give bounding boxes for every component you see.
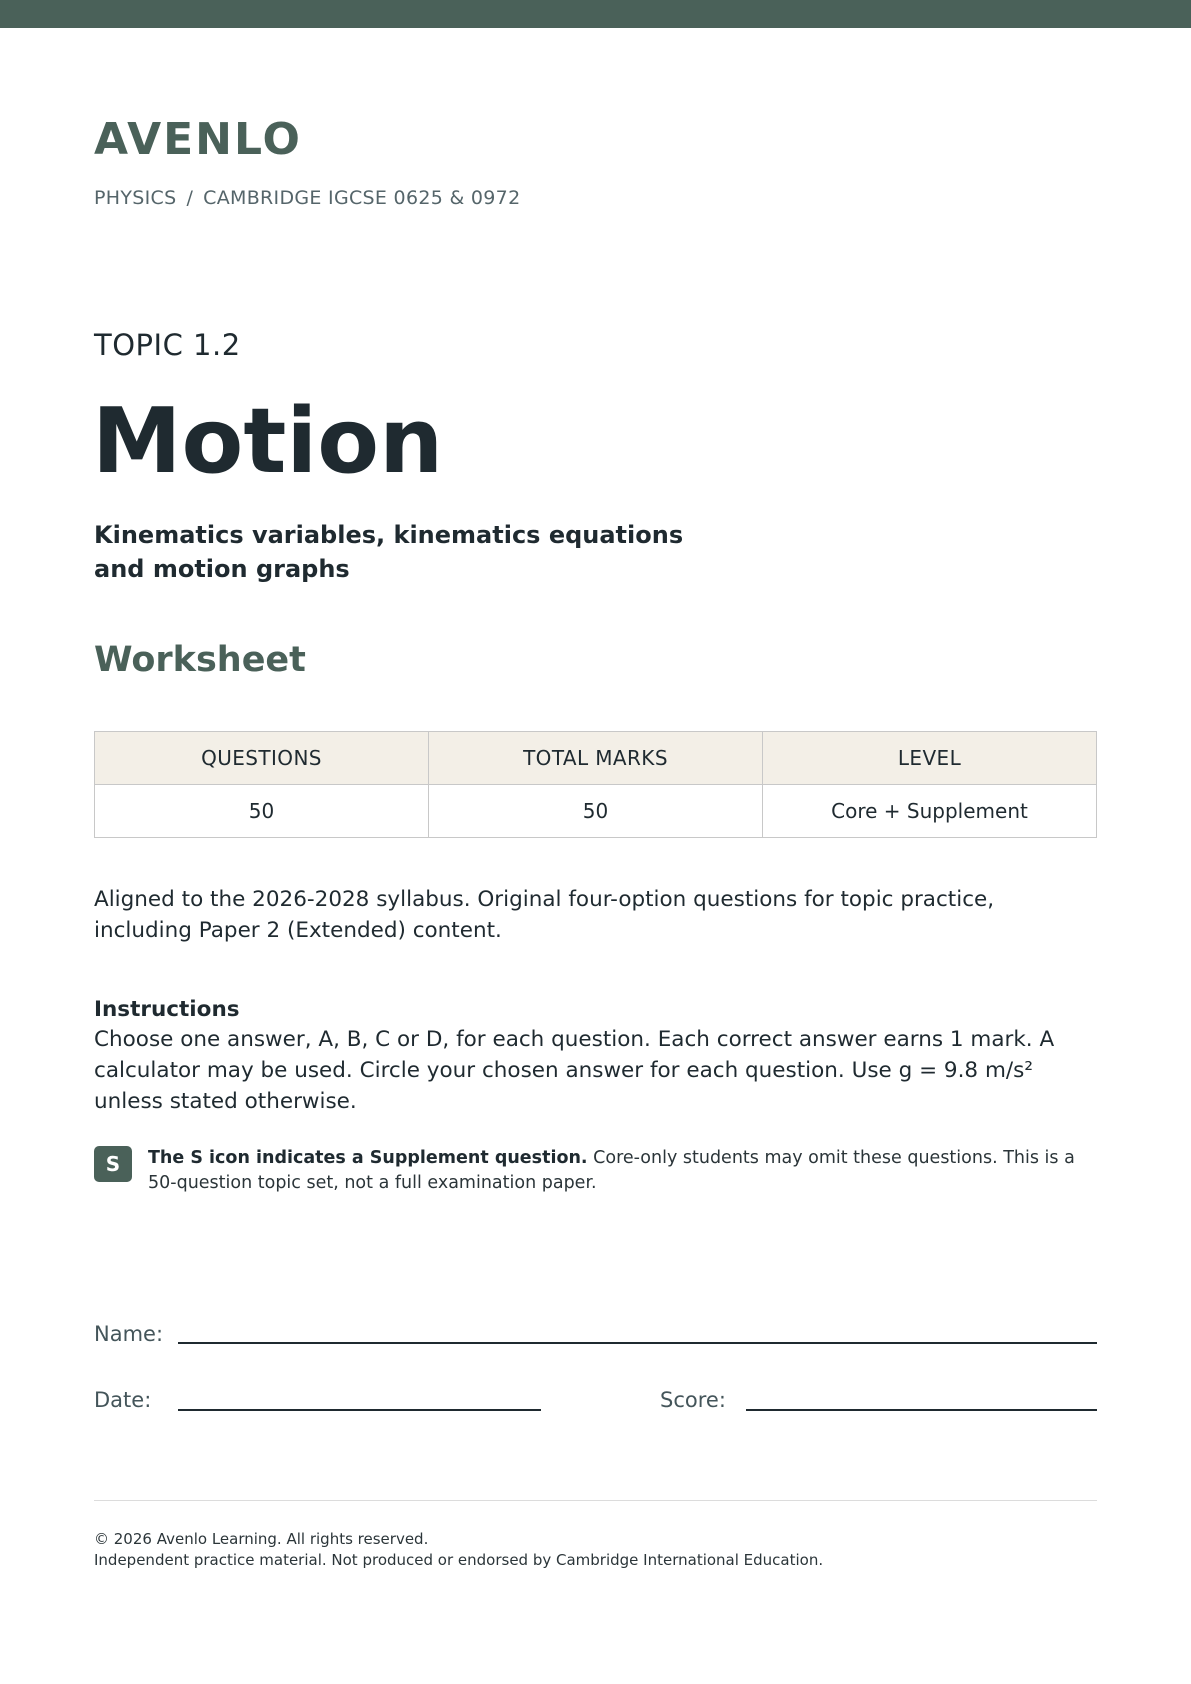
footer-copyright: © 2026 Avenlo Learning. All rights reserved. xyxy=(94,1530,429,1548)
footer-disclaimer: Independent practice material. Not produced or endorsed by Cambridge International Education. xyxy=(94,1551,824,1569)
breadcrumb xyxy=(94,187,520,209)
supplement-note-body: Core-only students may omit these questions. This is a 50-question topic set, not a full examination paper. xyxy=(148,1148,1075,1193)
header-questions: QUESTIONS xyxy=(95,732,429,785)
topic-label: TOPIC 1.2 xyxy=(94,328,241,362)
instructions-body: Choose one answer, A, B, C or D, for each question. Each correct answer earns 1 mark. A calculator may be used. Circle your chosen answer for each question. Use g = 9.8 m/s² unless stated otherwise. xyxy=(94,1027,1055,1114)
summary-value-row xyxy=(95,785,1097,838)
score-label: Score: xyxy=(660,1388,726,1412)
date-field[interactable] xyxy=(178,1409,541,1411)
brand-logo-text: AVENLO xyxy=(94,114,302,165)
summary-header-row xyxy=(95,732,1097,785)
page-subtitle: Kinematics variables, kinematics equations and motion graphs xyxy=(94,521,684,583)
header-total-marks: TOTAL MARKS xyxy=(429,732,763,785)
supplement-note-bold: The S icon indicates a Supplement question. xyxy=(148,1148,588,1168)
top-accent-bar xyxy=(0,0,1191,28)
name-field[interactable] xyxy=(178,1342,1097,1344)
page-title: Motion xyxy=(92,389,444,494)
supplement-s-icon: S xyxy=(94,1146,132,1182)
syllabus-description: Aligned to the 2026-2028 syllabus. Original four-option questions for topic practice, including Paper 2 (Extended) content. xyxy=(94,887,995,943)
value-level: Core + Supplement xyxy=(763,785,1097,838)
value-total-marks: 50 xyxy=(429,785,763,838)
footer-divider xyxy=(94,1500,1097,1501)
value-questions: 50 xyxy=(95,785,429,838)
supplement-note-text xyxy=(148,1146,1088,1196)
score-field[interactable] xyxy=(746,1409,1097,1411)
name-label: Name: xyxy=(94,1322,164,1346)
header-level: LEVEL xyxy=(763,732,1097,785)
breadcrumb-course: CAMBRIDGE IGCSE 0625 & 0972 xyxy=(203,187,521,209)
summary-table xyxy=(94,731,1097,838)
instructions-heading: Instructions xyxy=(94,997,240,1022)
breadcrumb-subject: PHYSICS xyxy=(94,187,177,209)
document-type-heading: Worksheet xyxy=(94,640,306,680)
date-label: Date: xyxy=(94,1388,152,1412)
breadcrumb-separator: / xyxy=(186,187,194,209)
